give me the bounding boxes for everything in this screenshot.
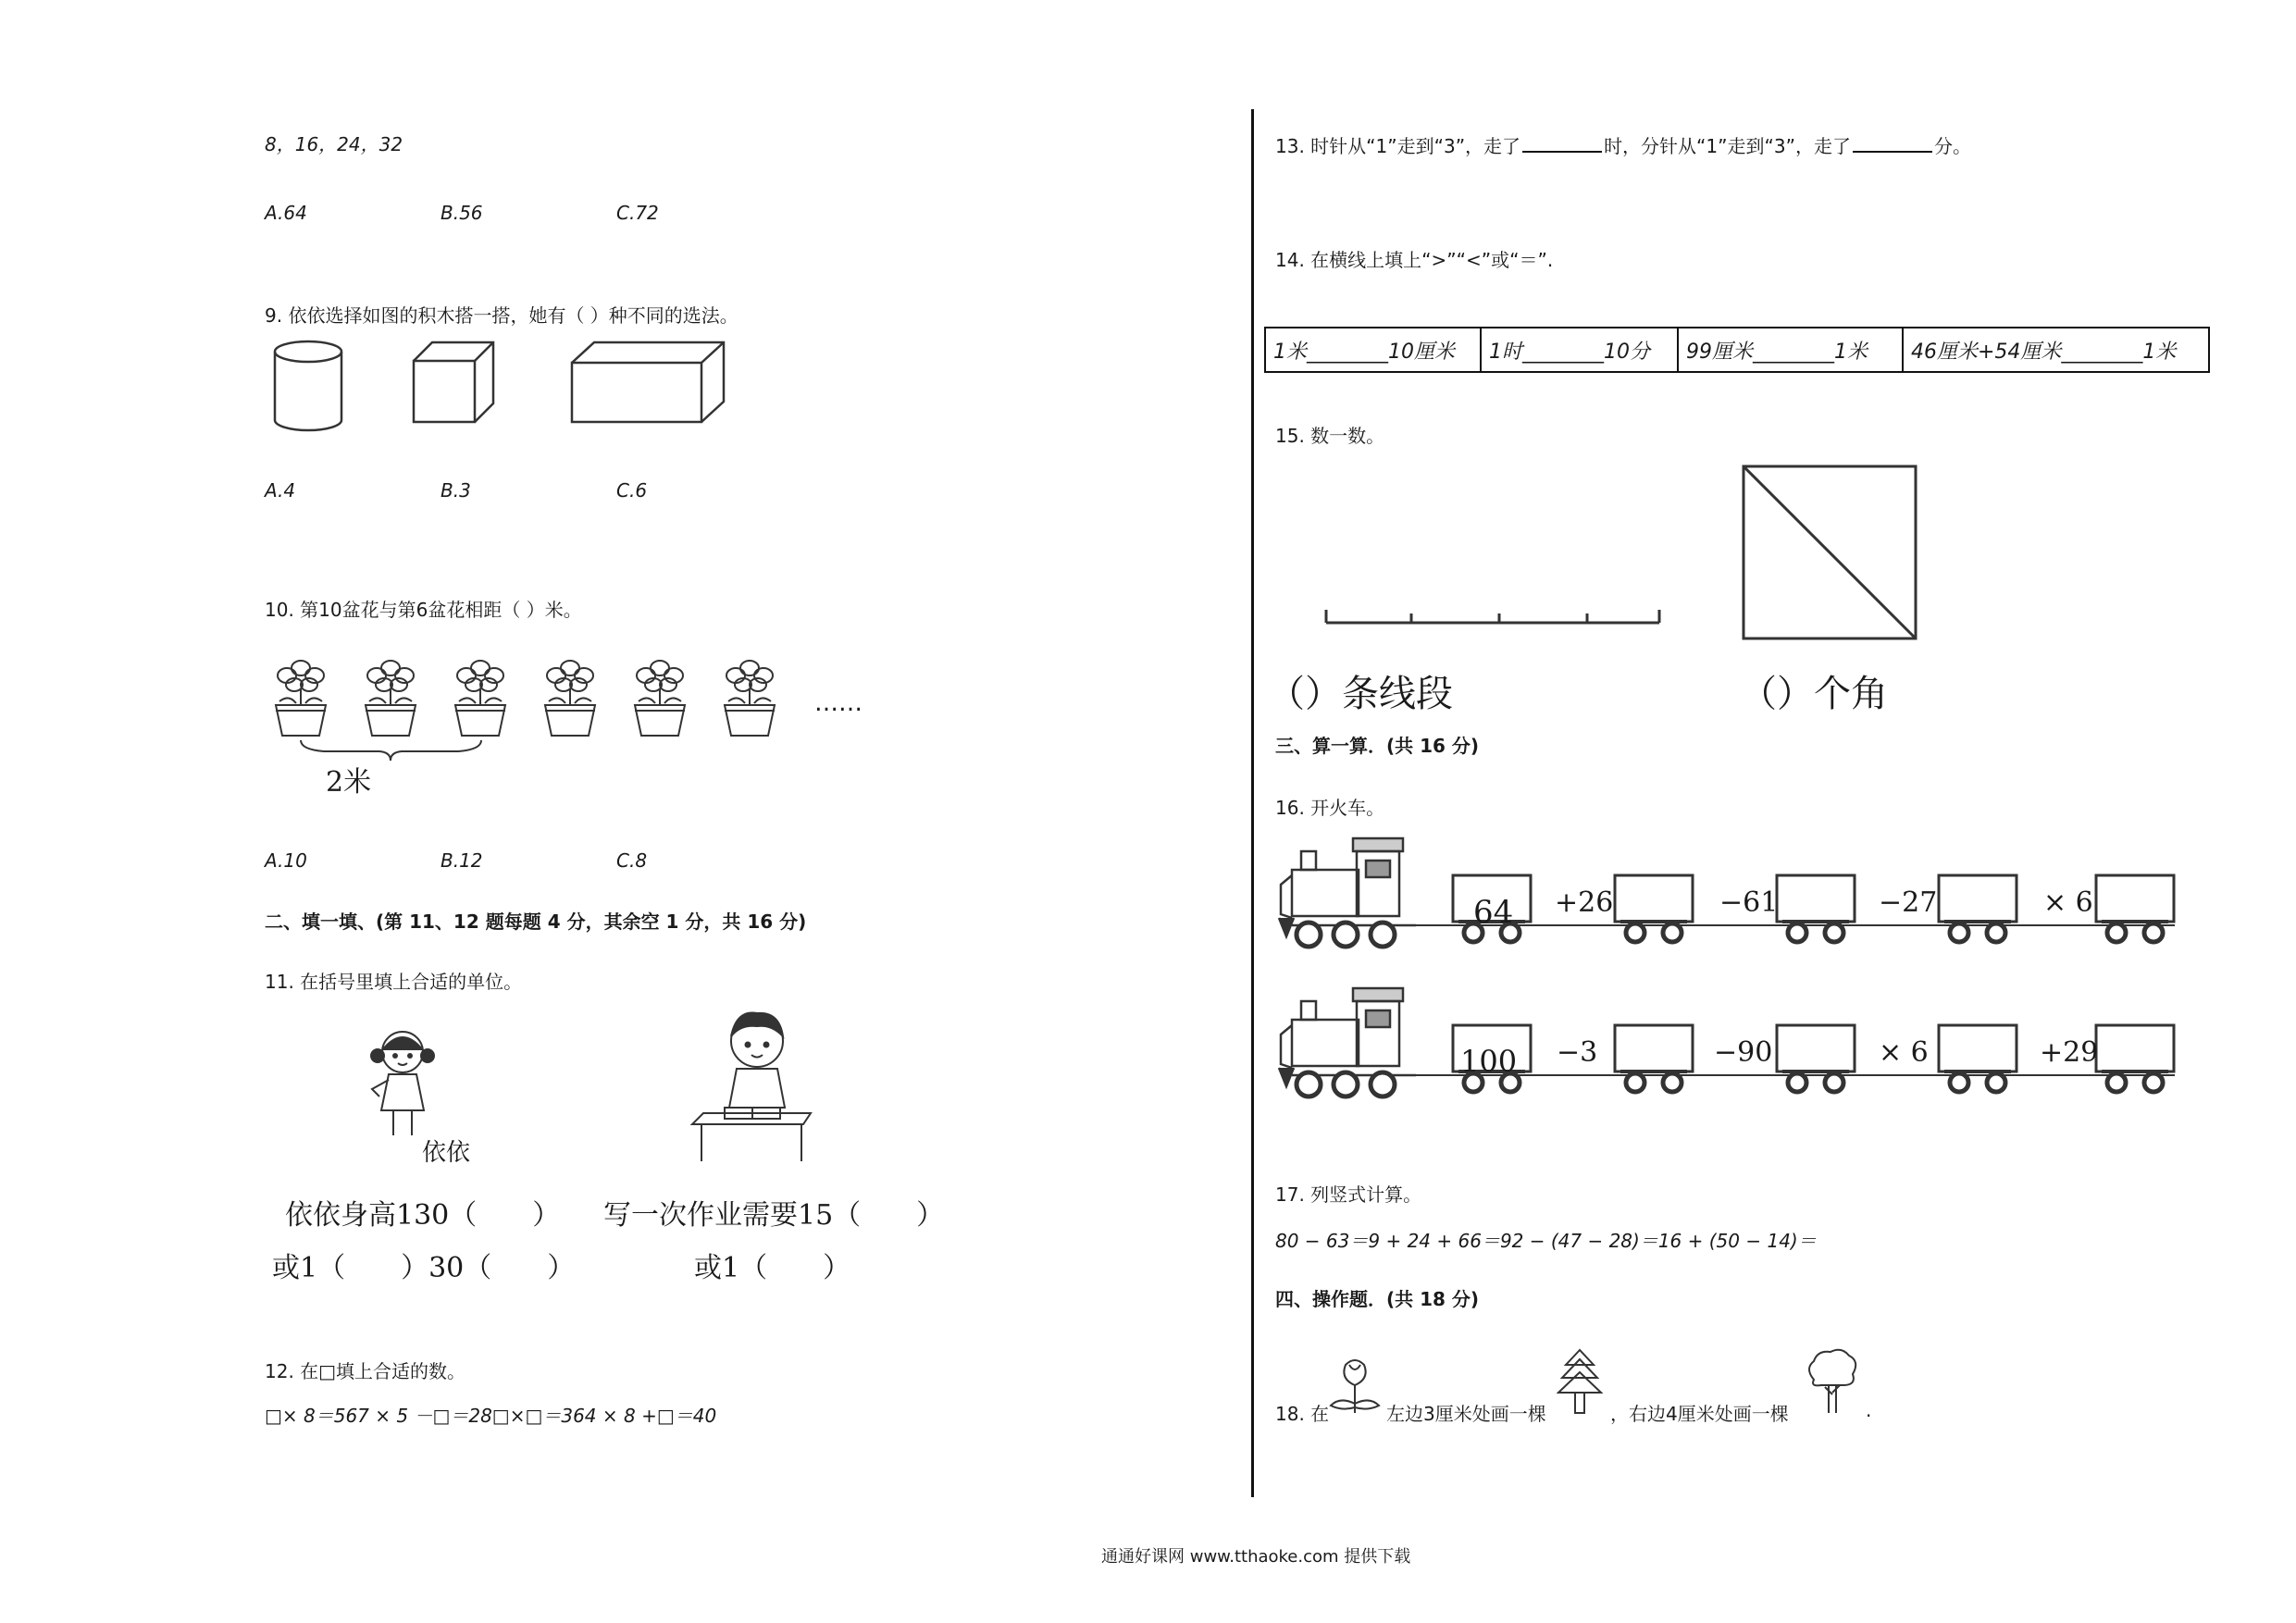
cylinder-block [275, 341, 341, 430]
q14-cell-3[interactable]: 99厘米________1米 [1678, 328, 1903, 372]
q9-option-c: C.6 [616, 479, 648, 502]
q9-question: 9. 依依选择如图的积木搭一搭，她有（ ）种不同的选法。 [265, 304, 738, 327]
train-2-op-1: −3 [1557, 1036, 1598, 1069]
q14-cell-1[interactable]: 1米________10厘米 [1265, 328, 1481, 372]
flower-icon [1327, 1356, 1383, 1420]
q15-segment-figure [1319, 597, 1666, 629]
q8-option-b: B.56 [441, 202, 483, 224]
section2-title: 二、填一填、(第 11、12 题每题 4 分，其余空 1 分，共 16 分) [265, 911, 807, 933]
q12-question: 12. 在□填上合适的数。 [265, 1360, 466, 1382]
q8-option-a: A.64 [265, 202, 307, 224]
q10-option-b: B.12 [441, 849, 483, 872]
q17-equations: 80 − 63＝9 + 24 + 66＝92 − (47 − 28)＝16 + (50 − 14)＝ [1275, 1230, 1817, 1252]
q14-question: 14. 在横线上填上“>”“<”或“＝”. [1275, 249, 1554, 271]
q9-option-b: B.3 [441, 479, 471, 502]
q10-distance-label: 2米 [326, 766, 372, 799]
q9-blocks-figure [268, 335, 740, 437]
q13-part1: 13. 时针从“1”走到“3”，走了 [1275, 135, 1521, 157]
q10-option-c: C.8 [616, 849, 648, 872]
q11-question: 11. 在括号里填上合适的单位。 [265, 971, 523, 993]
round-tree-icon [1805, 1346, 1860, 1420]
q13-question [1275, 131, 1971, 158]
q17-question: 17. 列竖式计算。 [1275, 1183, 1422, 1206]
q16-question: 16. 开火车。 [1275, 797, 1385, 819]
train-1-op-2: −61 [1719, 886, 1779, 919]
q12-equations: □× 8＝567 × 5 －□＝28□×□＝364 × 8 +□＝40 [265, 1405, 717, 1427]
q10-ellipsis: …… [814, 689, 863, 717]
train-1-op-4: × 6 [2043, 886, 2093, 919]
boy-at-desk-illustration [683, 1004, 813, 1166]
cube-block [414, 342, 493, 422]
train-2-op-2: −90 [1714, 1036, 1773, 1069]
q13-hour-blank[interactable] [1522, 134, 1602, 153]
train-1-op-1: +26 [1555, 886, 1614, 919]
q10-option-a: A.10 [265, 849, 307, 872]
train-2-op-4: +29 [2040, 1036, 2099, 1069]
page-footer: 通通好课网 www.tthaoke.com 提供下载 [1101, 1547, 1411, 1567]
q8-option-c: C.72 [616, 202, 659, 224]
q13-part3: 分。 [1933, 135, 1971, 157]
q8-sequence: 8，16，24，32 [265, 133, 403, 155]
q18-part2: 左边3厘米处画一棵 [1386, 1403, 1546, 1425]
q11-line1-right: 写一次作业需要15（ ） [603, 1199, 945, 1232]
train-2-op-3: × 6 [1879, 1036, 1929, 1069]
girl-name-label: 依依 [422, 1139, 471, 1167]
q15-segments-label: （）条线段 [1268, 673, 1453, 715]
train-1-op-3: −27 [1879, 886, 1938, 919]
q9-option-a: A.4 [265, 479, 296, 502]
q15-angles-label: （）个角 [1740, 673, 1888, 715]
q13-part2: 时，分针从“1”走到“3”，走了 [1604, 135, 1851, 157]
q14-cell-2[interactable]: 1时________10分 [1481, 328, 1678, 372]
q14-cell-4[interactable]: 46厘米+54厘米________1米 [1903, 328, 2209, 372]
q18-part4: . [1866, 1399, 1872, 1421]
q14-compare-table [1264, 327, 2210, 373]
section3-title: 三、算一算．(共 16 分) [1275, 735, 1480, 757]
q11-line2-left: 或1（ ）30（ ） [272, 1252, 576, 1284]
column-divider [1251, 109, 1254, 1497]
q13-minute-blank[interactable] [1853, 134, 1932, 153]
q15-square-figure [1740, 463, 1921, 644]
girl-illustration [352, 1022, 453, 1143]
train-1-start-value: 64 [1473, 894, 1514, 931]
q18-part1: 18. 在 [1275, 1403, 1330, 1425]
train-2-start-value: 100 [1460, 1044, 1518, 1079]
section4-title: 四、操作题．(共 18 分) [1275, 1288, 1480, 1310]
q15-question: 15. 数一数。 [1275, 425, 1385, 447]
cuboid-block [572, 342, 724, 422]
q10-question: 10. 第10盆花与第6盆花相距（ ）米。 [265, 599, 582, 621]
pine-tree-icon [1557, 1346, 1603, 1420]
q18-part3: ，右边4厘米处画一棵 [1610, 1403, 1789, 1425]
q11-line1-left: 依依身高130（ ） [285, 1199, 561, 1232]
q11-line2-right: 或1（ ） [694, 1252, 851, 1284]
